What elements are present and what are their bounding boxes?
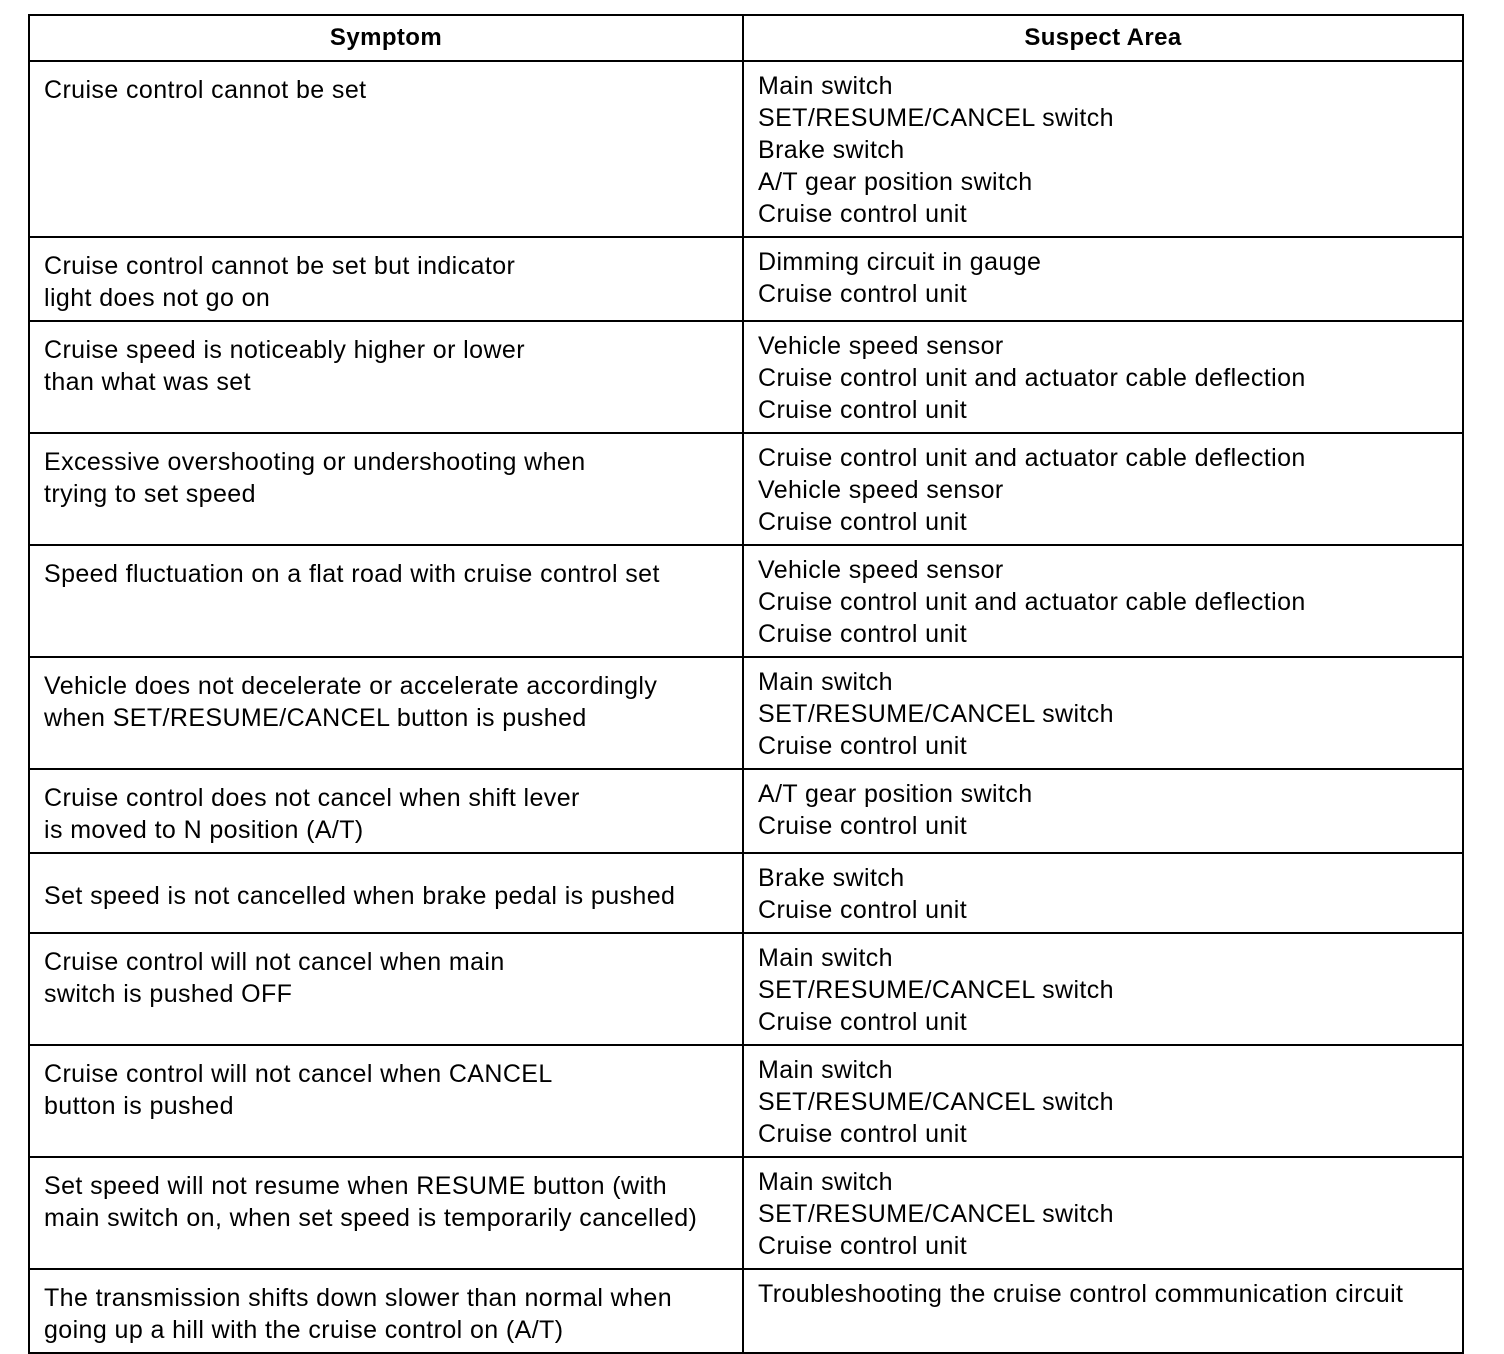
symptom-line: button is pushed <box>44 1092 234 1120</box>
suspect-area-line: Vehicle speed sensor <box>758 332 1004 360</box>
table-row <box>29 433 1463 545</box>
suspect-area-cell <box>743 853 1463 933</box>
symptom-cell <box>29 545 743 657</box>
suspect-area-line: Cruise control unit <box>758 508 968 536</box>
symptom-cell <box>29 657 743 769</box>
suspect-area-line: Main switch <box>758 668 893 696</box>
suspect-area-line: Cruise control unit and actuator cable deflection <box>758 444 1306 472</box>
symptom-line: than what was set <box>44 368 251 396</box>
symptom-line: Vehicle does not decelerate or accelerate accordingly <box>44 672 658 700</box>
suspect-area-line: Cruise control unit <box>758 732 968 760</box>
suspect-area-line: Dimming circuit in gauge <box>758 248 1042 276</box>
table-row <box>29 657 1463 769</box>
symptom-cell <box>29 1157 743 1269</box>
symptom-line: Speed fluctuation on a flat road with cruise control set <box>44 560 660 588</box>
symptom-line: Set speed is not cancelled when brake pedal is pushed <box>44 882 676 910</box>
table-row <box>29 1269 1463 1353</box>
symptom-cell <box>29 853 743 933</box>
suspect-area-cell <box>743 433 1463 545</box>
suspect-area-cell <box>743 933 1463 1045</box>
suspect-area-line: Vehicle speed sensor <box>758 476 1004 504</box>
suspect-area-line: A/T gear position switch <box>758 168 1033 196</box>
symptom-line: Cruise control cannot be set but indicator <box>44 252 516 280</box>
symptom-line: trying to set speed <box>44 480 256 508</box>
symptom-line: Excessive overshooting or undershooting when <box>44 448 586 476</box>
symptom-cell <box>29 933 743 1045</box>
suspect-area-line: SET/RESUME/CANCEL switch <box>758 700 1114 728</box>
suspect-area-line: Brake switch <box>758 136 905 164</box>
suspect-area-line: Troubleshooting the cruise control communication circuit <box>758 1280 1404 1308</box>
suspect-area-line: SET/RESUME/CANCEL switch <box>758 1200 1114 1228</box>
suspect-area-cell <box>743 1157 1463 1269</box>
symptom-cell <box>29 61 743 237</box>
suspect-area-line: Cruise control unit <box>758 396 968 424</box>
suspect-area-line: Cruise control unit <box>758 200 968 228</box>
symptom-cell <box>29 1269 743 1353</box>
suspect-area-line: Vehicle speed sensor <box>758 556 1004 584</box>
symptom-line: Cruise control does not cancel when shift lever <box>44 784 580 812</box>
suspect-area-line: Main switch <box>758 1056 893 1084</box>
suspect-area-column-header: Suspect Area <box>743 15 1463 61</box>
symptom-cell <box>29 1045 743 1157</box>
suspect-area-cell <box>743 1045 1463 1157</box>
suspect-area-line: Brake switch <box>758 864 905 892</box>
suspect-area-line: Cruise control unit <box>758 896 968 924</box>
symptom-line: light does not go on <box>44 284 271 312</box>
suspect-area-line: Cruise control unit <box>758 620 968 648</box>
suspect-area-cell <box>743 769 1463 853</box>
table-row <box>29 321 1463 433</box>
symptom-line: Cruise speed is noticeably higher or lower <box>44 336 525 364</box>
table-row <box>29 545 1463 657</box>
table-row <box>29 853 1463 933</box>
header-row <box>29 15 1463 61</box>
suspect-area-cell <box>743 657 1463 769</box>
suspect-area-cell <box>743 61 1463 237</box>
suspect-area-line: Cruise control unit <box>758 1232 968 1260</box>
suspect-area-cell <box>743 237 1463 321</box>
table-row <box>29 237 1463 321</box>
suspect-area-line: Cruise control unit and actuator cable deflection <box>758 364 1306 392</box>
symptom-line: is moved to N position (A/T) <box>44 816 364 844</box>
symptom-line: Cruise control will not cancel when CANCEL <box>44 1060 553 1088</box>
table-row <box>29 1045 1463 1157</box>
symptom-line: Set speed will not resume when RESUME button (with <box>44 1172 668 1200</box>
suspect-area-line: Cruise control unit <box>758 812 968 840</box>
suspect-area-cell <box>743 1269 1463 1353</box>
symptom-line: The transmission shifts down slower than normal when <box>44 1284 673 1312</box>
suspect-area-cell <box>743 321 1463 433</box>
symptom-column-header: Symptom <box>29 15 743 61</box>
suspect-area-line: Cruise control unit <box>758 280 968 308</box>
symptom-cell <box>29 237 743 321</box>
symptom-line: going up a hill with the cruise control on (A/T) <box>44 1316 564 1344</box>
symptom-cell <box>29 433 743 545</box>
symptom-line: when SET/RESUME/CANCEL button is pushed <box>44 704 587 732</box>
troubleshooting-table <box>28 14 1464 1354</box>
suspect-area-line: Cruise control unit and actuator cable deflection <box>758 588 1306 616</box>
table-row <box>29 61 1463 237</box>
symptom-line: main switch on, when set speed is temporarily cancelled) <box>44 1204 698 1232</box>
suspect-area-line: SET/RESUME/CANCEL switch <box>758 1088 1114 1116</box>
table-row <box>29 933 1463 1045</box>
symptom-line: switch is pushed OFF <box>44 980 293 1008</box>
table-row <box>29 769 1463 853</box>
suspect-area-line: Main switch <box>758 1168 893 1196</box>
suspect-area-line: SET/RESUME/CANCEL switch <box>758 104 1114 132</box>
suspect-area-line: Main switch <box>758 944 893 972</box>
table-row <box>29 1157 1463 1269</box>
symptom-cell <box>29 321 743 433</box>
suspect-area-line: Main switch <box>758 72 893 100</box>
suspect-area-line: SET/RESUME/CANCEL switch <box>758 976 1114 1004</box>
symptom-line: Cruise control cannot be set <box>44 76 367 104</box>
suspect-area-line: A/T gear position switch <box>758 780 1033 808</box>
troubleshooting-table-container <box>28 14 1462 1354</box>
suspect-area-cell <box>743 545 1463 657</box>
suspect-area-line: Cruise control unit <box>758 1120 968 1148</box>
suspect-area-line: Cruise control unit <box>758 1008 968 1036</box>
symptom-cell <box>29 769 743 853</box>
symptom-line: Cruise control will not cancel when main <box>44 948 505 976</box>
